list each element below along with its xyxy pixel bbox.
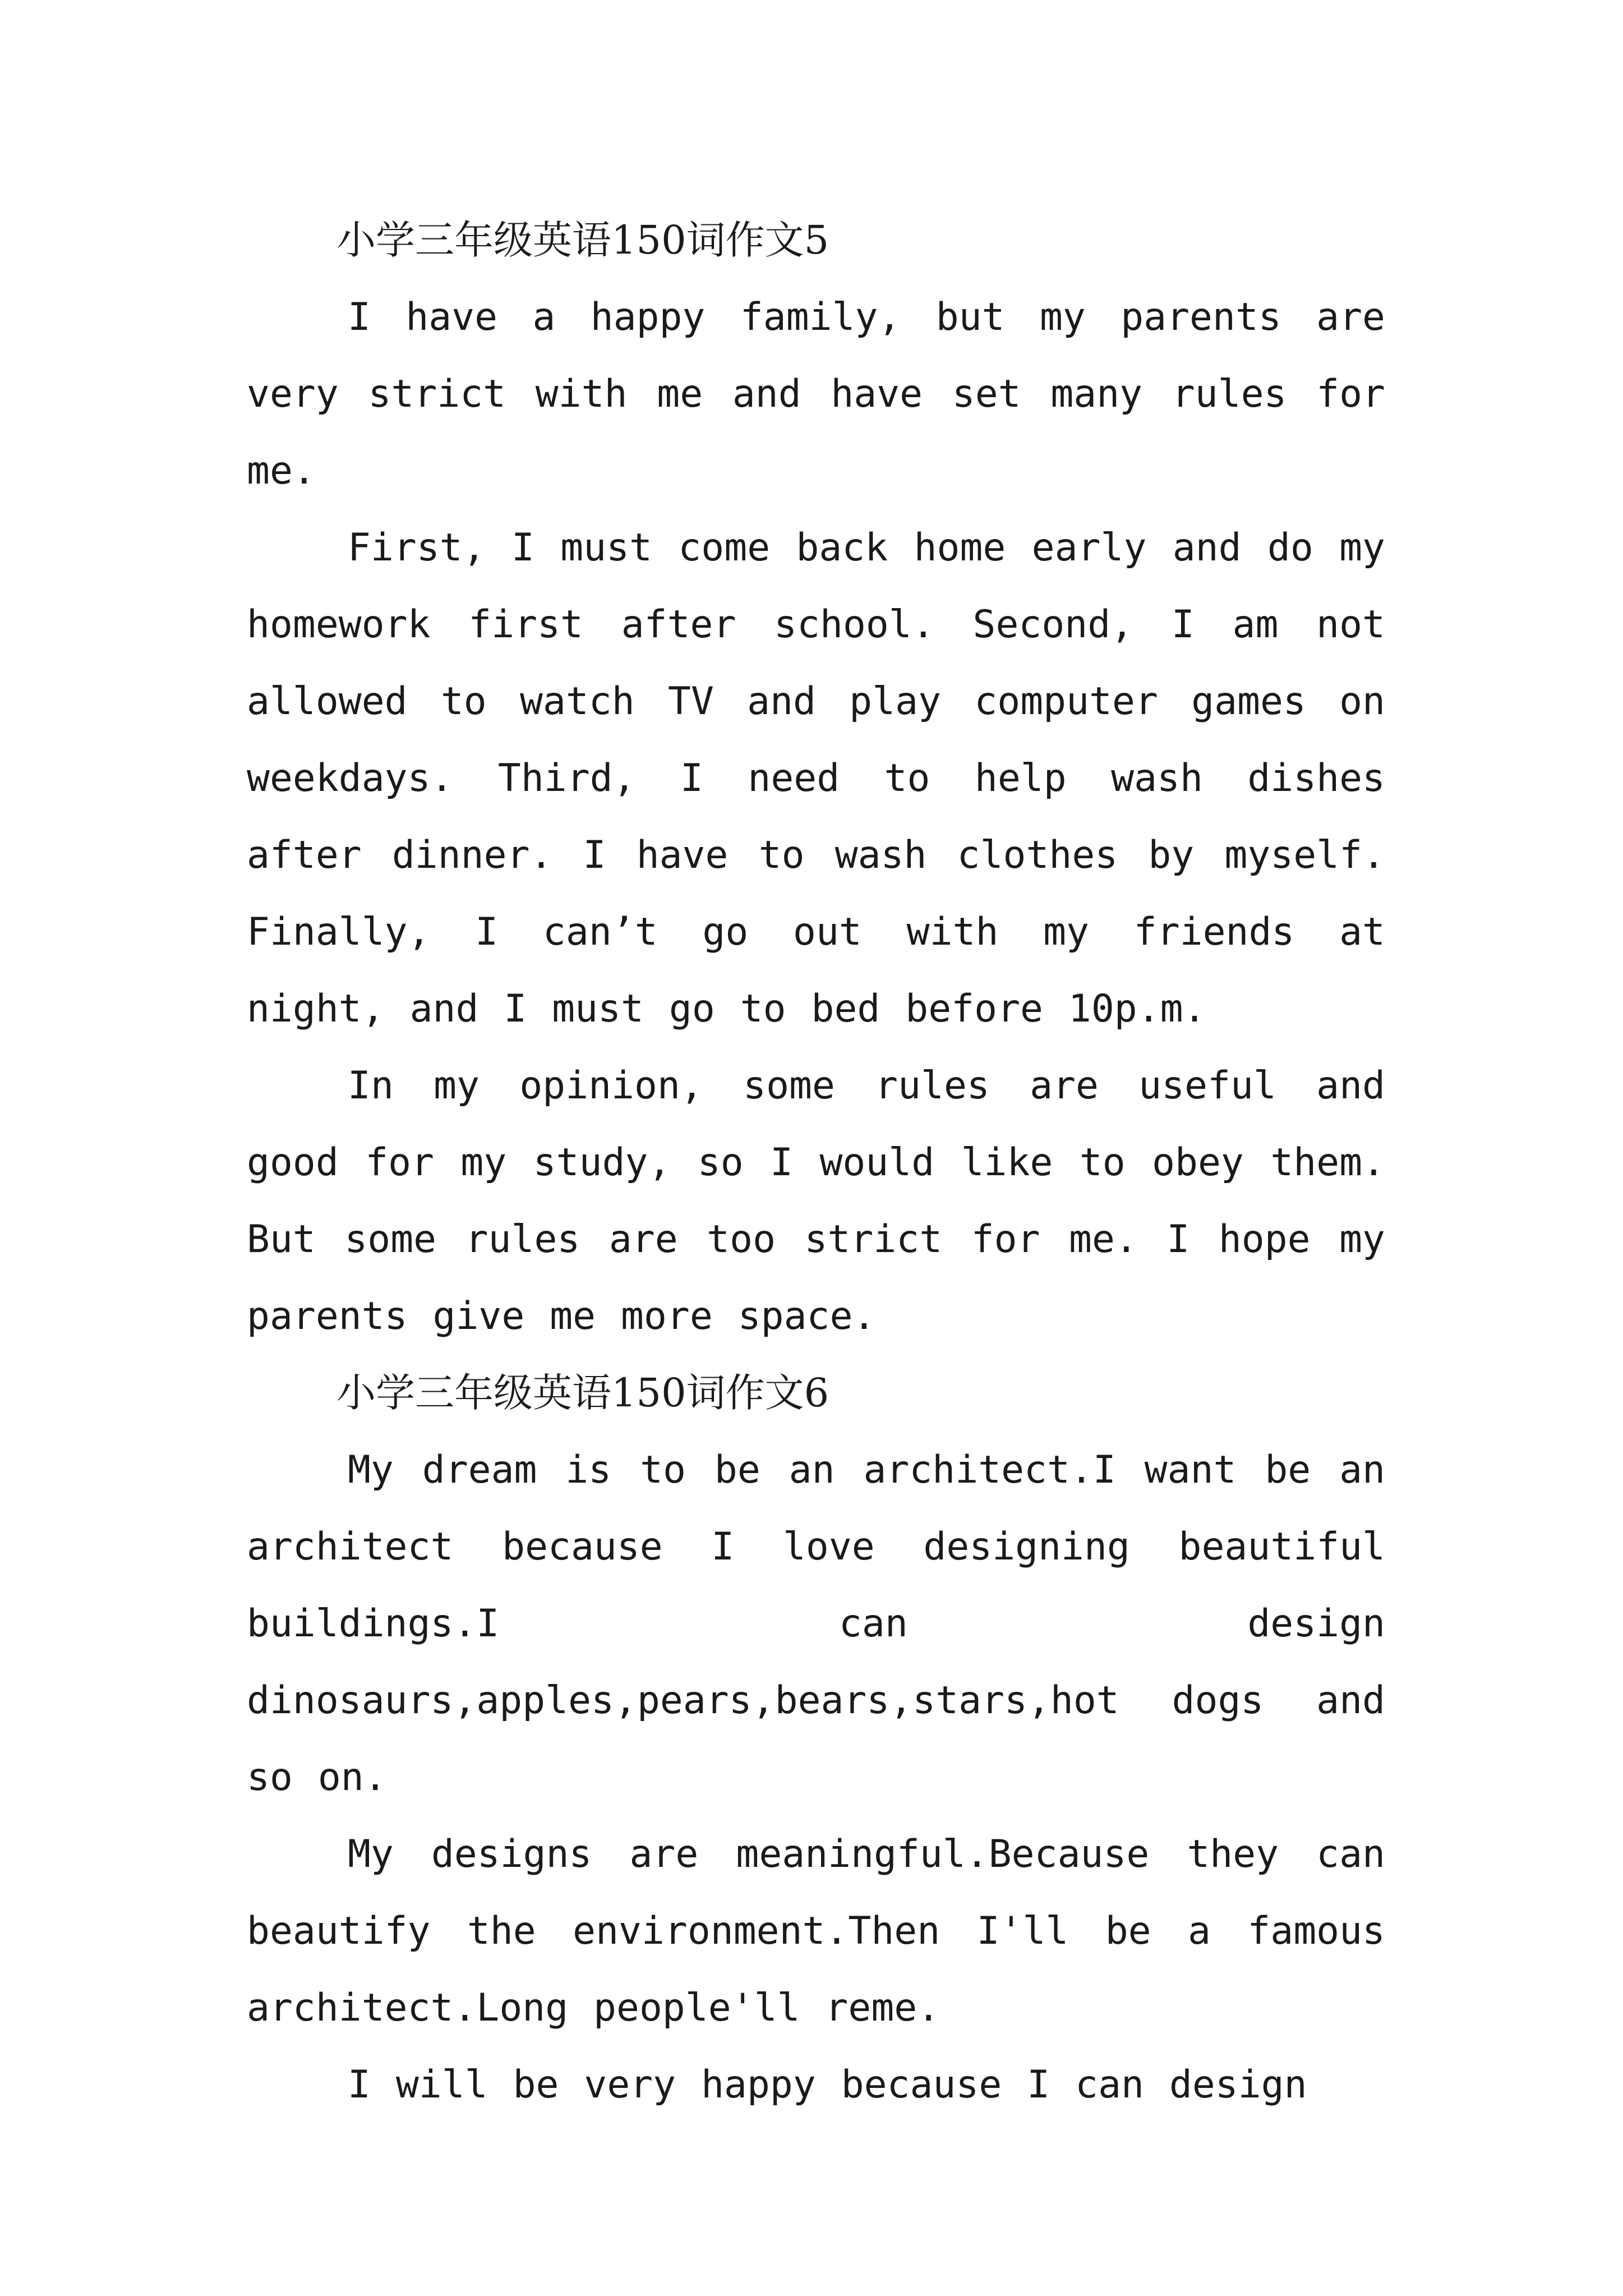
paragraph: I have a happy family, but my parents are very strict with me and have set many rules for me. xyxy=(247,295,1385,493)
paragraph: My designs are meaningful.Because they can beautify the environment.Then I'll be a famous architect.Long people'll reme. xyxy=(247,1832,1385,2030)
document-body xyxy=(247,202,1385,2123)
paragraph: In my opinion, some rules are useful and good for my study, so I would like to obey them. But some rules are too strict for me. I hope my parents give me more space. xyxy=(247,1064,1385,1338)
section-heading: 小学三年级英语150词作文6 xyxy=(336,1370,829,1416)
section-heading: 小学三年级英语150词作文5 xyxy=(336,217,829,263)
paragraph: First, I must come back home early and do my homework first after school. Second, I am not allowed to watch TV and play computer games on weekdays. Third, I need to help wash dishes after dinner. I have to wash clothes by myself. Finally, I can’t go out with my friends at night, and I must go to bed before 10p.m. xyxy=(247,526,1385,1031)
paragraph: I will be very happy because I can design xyxy=(348,2063,1307,2107)
paragraph: My dream is to be an architect.I want be an architect because I love designing beautiful buildings.I can design dinosaurs,apples,pears,bears,stars,hot dogs and so on. xyxy=(247,1448,1385,1800)
